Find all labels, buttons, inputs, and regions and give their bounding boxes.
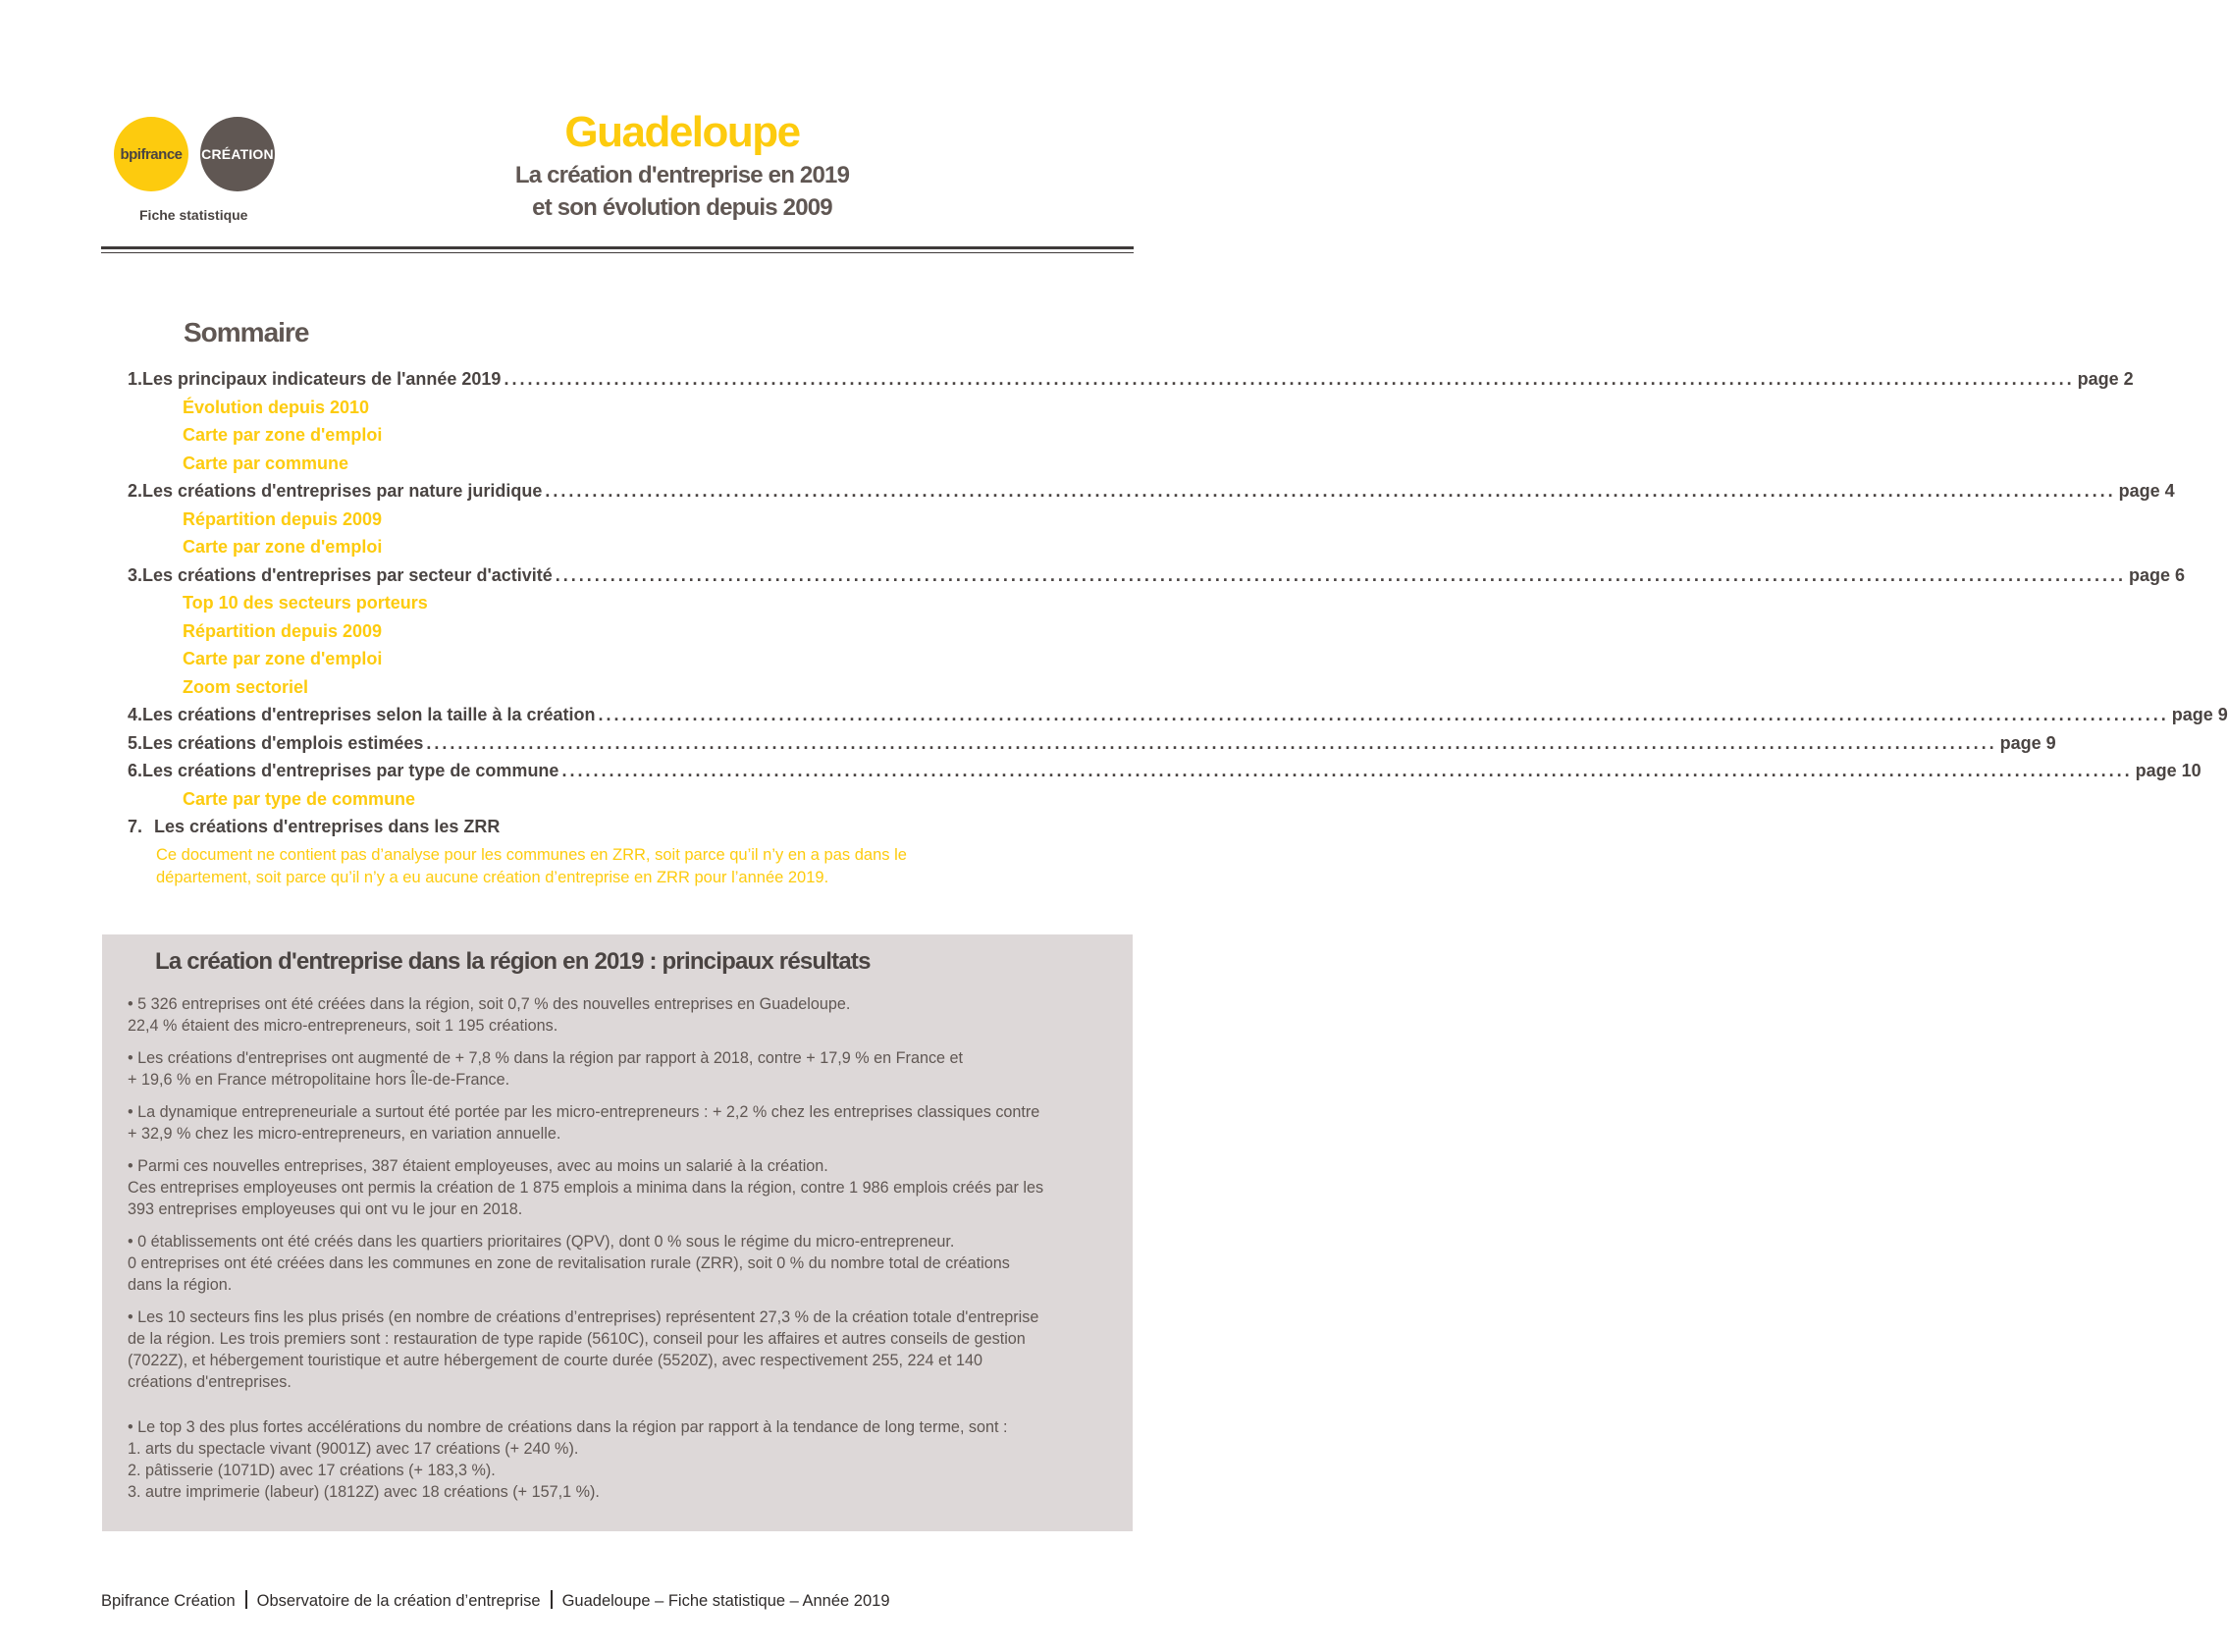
result-line: • 0 établissements ont été créés dans les quartiers prioritaires (QPV), dont 0 % sous le régime du micro-entrepreneur. bbox=[128, 1233, 955, 1251]
result-line: Ces entreprises employeuses ont permis la création de 1 875 emplois a minima dans la région, contre 1 986 emplois créés par les bbox=[128, 1179, 1044, 1197]
toc-subentry[interactable]: Carte par zone d'emploi bbox=[183, 537, 383, 557]
result-line: 1. arts du spectacle vivant (9001Z) avec 17 créations (+ 240 %). bbox=[128, 1440, 579, 1458]
zrr-note-line: Ce document ne contient pas d’analyse pour les communes en ZRR, soit parce qu’il n’y en a pas dans le bbox=[156, 845, 907, 864]
result-line: + 32,9 % chez les micro-entrepreneurs, en variation annuelle. bbox=[128, 1125, 561, 1143]
toc-leader-dots: ........................................................................................................................................................................................................ bbox=[561, 761, 2133, 780]
toc-leader-dots: ........................................................................................................................................................................................................ bbox=[598, 705, 2169, 724]
result-line: 393 entreprises employeuses qui ont vu le jour en 2018. bbox=[128, 1200, 523, 1218]
toc-entry-number: 5. bbox=[128, 732, 143, 753]
toc-entry-label: Les créations d'entreprises dans les ZRR bbox=[154, 817, 501, 836]
result-line: • Parmi ces nouvelles entreprises, 387 étaient employeuses, avec au moins un salarié à la création. bbox=[128, 1157, 828, 1175]
toc-entry[interactable] bbox=[128, 701, 2228, 729]
toc-subentry[interactable]: Répartition depuis 2009 bbox=[183, 620, 383, 641]
toc-entry-label: Les créations d'entreprises par secteur d'activité bbox=[142, 564, 553, 585]
toc-leader-dots: ........................................................................................................................................................................................................ bbox=[545, 481, 2116, 501]
toc-entry[interactable] bbox=[128, 813, 1031, 841]
footer-separator bbox=[551, 1590, 553, 1609]
result-line: • 5 326 entreprises ont été créées dans la région, soit 0,7 % des nouvelles entreprises en Guadeloupe. bbox=[128, 995, 851, 1013]
toc-entry[interactable] bbox=[128, 365, 2134, 394]
table-of-contents bbox=[128, 365, 2228, 889]
title-block bbox=[461, 106, 903, 224]
toc-subentry[interactable]: Évolution depuis 2010 bbox=[183, 397, 370, 417]
result-line: 22,4 % étaient des micro-entrepreneurs, soit 1 195 créations. bbox=[128, 1017, 558, 1035]
toc-entry-number: 3. bbox=[128, 564, 143, 585]
toc-entry-label: Les créations d'entreprises par type de commune bbox=[142, 761, 559, 780]
toc-entry-label: Les créations d'entreprises par nature juridique bbox=[142, 481, 543, 501]
toc-subentry[interactable]: Carte par commune bbox=[183, 453, 349, 473]
toc-entry-number: 2. bbox=[128, 481, 143, 501]
result-line: (7022Z), et hébergement touristique et autre hébergement de courte durée (5520Z), avec respectivement 255, 224 et 140 bbox=[128, 1352, 983, 1369]
toc-entry-page: page 9 bbox=[1999, 732, 2056, 753]
toc-leader-dots: ........................................................................................................................................................................................................ bbox=[504, 369, 2075, 389]
toc-entry-number: 6. bbox=[128, 761, 143, 780]
toc-entry-page: page 2 bbox=[2077, 369, 2134, 389]
result-line: + 19,6 % en France métropolitaine hors Île-de-France. bbox=[128, 1071, 510, 1089]
result-line: 3. autre imprimerie (labeur) (1812Z) avec 18 créations (+ 157,1 %). bbox=[128, 1483, 600, 1501]
toc-entry-label: Les principaux indicateurs de l'année 2019 bbox=[142, 369, 502, 389]
footer-separator bbox=[245, 1590, 247, 1609]
toc-subentry[interactable]: Top 10 des secteurs porteurs bbox=[183, 593, 428, 613]
toc-leader-dots: ........................................................................................................................................................................................................ bbox=[555, 564, 2126, 585]
sommaire-title: Sommaire bbox=[184, 317, 309, 347]
toc-leader-dots: ........................................................................................................................................................................................................ bbox=[426, 732, 1997, 753]
result-paragraph bbox=[128, 1231, 1129, 1296]
result-line: • La dynamique entrepreneuriale a surtout été portée par les micro-entrepreneurs : + 2,2 % chez les entreprises classiques contre bbox=[128, 1103, 1040, 1121]
zrr-note-line: département, soit parce qu’il n’y a eu aucune création d’entreprise en ZRR pour l’année 2019. bbox=[156, 868, 829, 886]
toc-entry-number: 4. bbox=[128, 705, 143, 724]
toc-entry-page: page 10 bbox=[2135, 761, 2201, 780]
toc-entry-number: 7. bbox=[128, 817, 143, 836]
creation-logo bbox=[200, 117, 275, 191]
result-line: • Le top 3 des plus fortes accélérations du nombre de créations dans la région par rapport à la tendance de long terme, sont : bbox=[128, 1418, 1008, 1436]
toc-entry-label: Les créations d'emplois estimées bbox=[142, 732, 424, 753]
result-paragraph bbox=[128, 1155, 1129, 1220]
toc-subentry[interactable]: Carte par type de commune bbox=[183, 788, 416, 809]
result-line: • Les créations d'entreprises ont augmenté de + 7,8 % dans la région par rapport à 2018, contre + 17,9 % en France et bbox=[128, 1049, 964, 1067]
fiche-label: Fiche statistique bbox=[139, 207, 248, 223]
results-box bbox=[102, 934, 1133, 1531]
result-line: de la région. Les trois premiers sont : restauration de type rapide (5610C), conseil pour les affaires et autres conseils de gestion bbox=[128, 1330, 1026, 1348]
footer-doc-info: Guadeloupe – Fiche statistique – Année 2019 bbox=[561, 1592, 890, 1610]
page-title: Guadeloupe bbox=[564, 108, 800, 156]
toc-subentry[interactable]: Zoom sectoriel bbox=[183, 676, 309, 697]
header-rule-thin bbox=[101, 252, 1134, 253]
toc-entry[interactable] bbox=[128, 757, 2201, 785]
result-paragraph bbox=[128, 1416, 1129, 1503]
subtitle-line-1: La création d'entreprise en 2019 bbox=[514, 162, 850, 188]
result-line: 0 entreprises ont été créées dans les communes en zone de revitalisation rurale (ZRR), soit 0 % du nombre total de créations bbox=[128, 1254, 1010, 1272]
result-line: • Les 10 secteurs fins les plus prisés (en nombre de créations d’entreprises) représentent 27,3 % de la création totale d'entreprise bbox=[128, 1308, 1039, 1326]
footer-observatory: Observatoire de la création d’entreprise bbox=[256, 1592, 541, 1610]
creation-logo-text: CRÉATION bbox=[201, 146, 274, 162]
result-paragraph bbox=[128, 1047, 1129, 1091]
result-line: 2. pâtisserie (1071D) avec 17 créations (+ 183,3 %). bbox=[128, 1462, 496, 1479]
toc-entry-page: page 6 bbox=[2128, 564, 2185, 585]
toc-entry[interactable] bbox=[128, 561, 2185, 590]
toc-entry-label: Les créations d'entreprises selon la taille à la création bbox=[142, 705, 596, 724]
result-paragraph bbox=[128, 1306, 1129, 1393]
header-rule-thick bbox=[101, 246, 1134, 249]
results-body bbox=[128, 993, 1129, 1514]
result-paragraph bbox=[128, 993, 1129, 1037]
footer-publisher: Bpifrance Création bbox=[101, 1592, 236, 1610]
bpifrance-logo-text: bpifrance bbox=[120, 145, 183, 163]
results-title: La création d'entreprise dans la région en 2019 : principaux résultats bbox=[155, 948, 871, 975]
toc-subentry[interactable]: Carte par zone d'emploi bbox=[183, 425, 383, 445]
toc-entry[interactable] bbox=[128, 477, 2175, 506]
footer bbox=[101, 1590, 890, 1611]
toc-entry-number: 1. bbox=[128, 369, 143, 389]
result-line: dans la région. bbox=[128, 1276, 233, 1294]
toc-subentry[interactable]: Carte par zone d'emploi bbox=[183, 649, 383, 668]
zrr-note bbox=[128, 844, 1031, 889]
toc-entry-page: page 9 bbox=[2171, 705, 2228, 724]
result-paragraph bbox=[128, 1101, 1129, 1145]
subtitle-line-2: et son évolution depuis 2009 bbox=[532, 194, 832, 221]
bpifrance-logo bbox=[114, 117, 188, 191]
toc-subentry[interactable]: Répartition depuis 2009 bbox=[183, 508, 383, 529]
result-line: créations d'entreprises. bbox=[128, 1373, 292, 1391]
toc-entry-page: page 4 bbox=[2118, 481, 2175, 501]
toc-entry[interactable] bbox=[128, 729, 2056, 758]
